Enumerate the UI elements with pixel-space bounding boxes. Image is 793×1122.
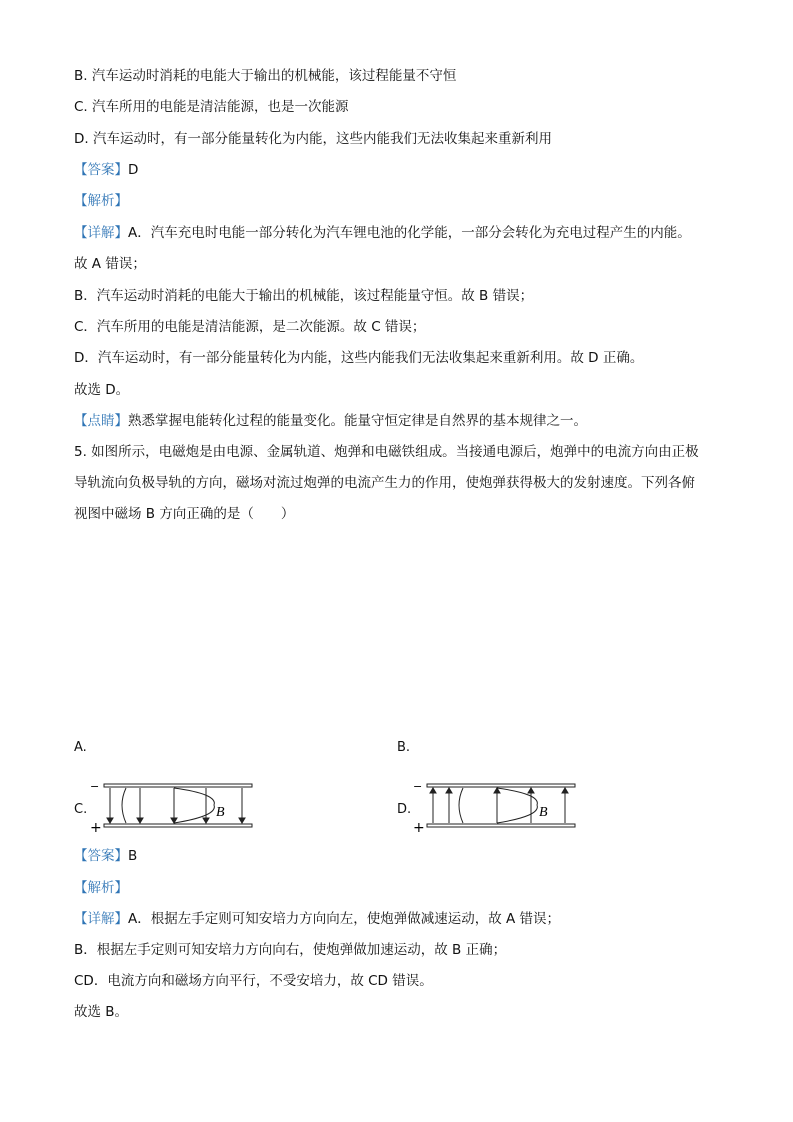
q4-answer <box>74 161 138 179</box>
field-curve <box>122 788 126 823</box>
q5-detail-line-1 <box>74 910 560 928</box>
q5-stem-line-2: 导轨流向负极导轨的方向，磁场对流过炮弹的电流产生力的作用，使炮弹获得极大的发射速度。下列各俯 <box>74 475 695 491</box>
bottom-rail <box>427 824 575 827</box>
q5-detail-line-4: 故选 B。 <box>74 1004 129 1020</box>
option-b-label: B. <box>397 740 411 755</box>
q4-analysis-tag <box>74 192 128 210</box>
detail-tag: 【详解】 <box>74 225 128 241</box>
detail-tag: 【详解】 <box>74 911 128 927</box>
comment-text: 熟悉掌握电能转化过程的能量变化。能量守恒定律是自然界的基本规律之一。 <box>128 413 587 429</box>
q5-analysis-tag <box>74 879 128 897</box>
answer-value: D <box>128 162 139 178</box>
option-c-text: C. 汽车所用的电能是清洁能源，也是一次能源 <box>74 99 349 115</box>
option-b-text: B. 汽车运动时消耗的电能大于输出的机械能，该过程能量不守恒 <box>74 68 457 84</box>
q4-detail-line-5: D．汽车运动时，有一部分能量转化为内能，这些内能我们无法收集起来重新利用。故 D 正确。 <box>74 350 644 366</box>
top-rail <box>104 784 252 787</box>
option-d-text: D. 汽车运动时，有一部分能量转化为内能，这些内能我们无法收集起来重新利用 <box>74 131 552 147</box>
plus-sign: + <box>90 820 102 835</box>
detail-text: A．汽车充电时电能一部分转化为汽车锂电池的化学能，一部分会转化为充电过程产生的内能。 <box>128 225 691 241</box>
analysis-tag: 【解析】 <box>74 193 128 209</box>
option-d-diagram <box>411 780 576 835</box>
field-curve <box>459 788 463 823</box>
analysis-tag: 【解析】 <box>74 880 128 896</box>
detail-text: A．根据左手定则可知安培力方向向左，使炮弹做减速运动，故 A 错误； <box>128 911 561 927</box>
option-c-label: C. <box>74 802 88 817</box>
field-label-b: B <box>539 805 548 820</box>
q4-detail-line-4: C．汽车所用的电能是清洁能源，是二次能源。故 C 错误； <box>74 319 426 335</box>
q4-comment <box>74 412 587 430</box>
q5-stem-line-1: 5. 如图所示，电磁炮是由电源、金属轨道、炮弹和电磁铁组成。当接通电源后，炮弹中的电流方向由正极 <box>74 444 699 460</box>
option-d-label: D. <box>397 802 412 817</box>
bottom-rail <box>104 824 252 827</box>
minus-sign: − <box>413 780 423 793</box>
answer-tag: 【答案】 <box>74 848 128 864</box>
q5-detail-line-3: CD．电流方向和磁场方向平行，不受安培力，故 CD 错误。 <box>74 973 433 989</box>
option-a-label: A. <box>74 740 87 755</box>
q5-stem-line-3: 视图中磁场 B 方向正确的是（ ） <box>74 506 295 522</box>
q4-detail-line-6: 故选 D。 <box>74 382 130 398</box>
q4-detail-line-1 <box>74 224 691 242</box>
q5-answer <box>74 847 137 865</box>
top-rail <box>427 784 575 787</box>
q4-detail-line-3: B．汽车运动时消耗的电能大于输出的机械能，该过程能量守恒。故 B 错误； <box>74 288 534 304</box>
minus-sign: − <box>90 780 100 793</box>
answer-value: B <box>128 848 138 864</box>
plus-sign: + <box>413 820 425 835</box>
comment-tag: 【点睛】 <box>74 413 128 429</box>
answer-tag: 【答案】 <box>74 162 128 178</box>
option-c-diagram <box>88 780 253 835</box>
field-label-b: B <box>216 805 225 820</box>
q4-detail-line-2: 故 A 错误； <box>74 256 146 272</box>
q5-detail-line-2: B．根据左手定则可知安培力方向向右，使炮弹做加速运动，故 B 正确； <box>74 942 507 958</box>
